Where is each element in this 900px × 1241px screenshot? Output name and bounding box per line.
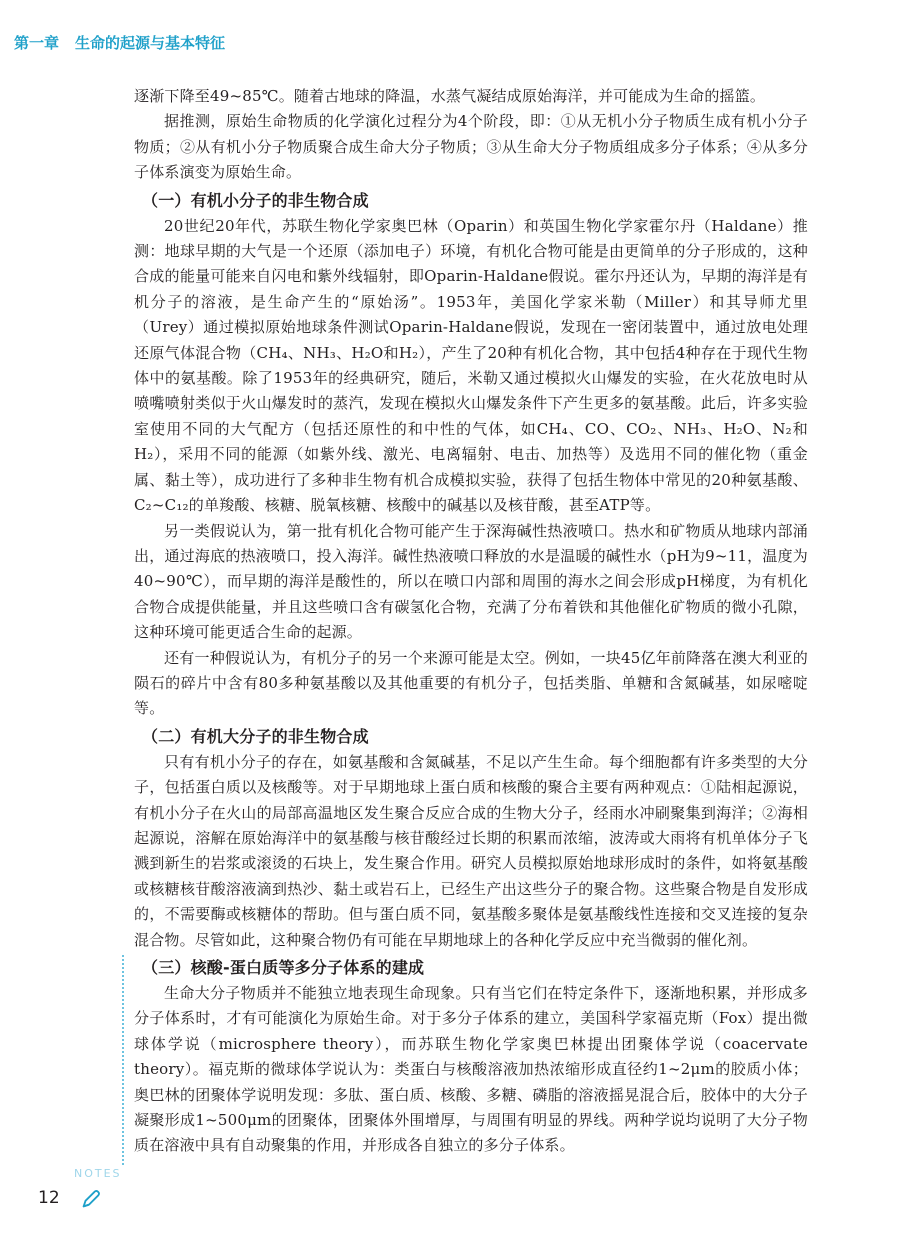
paragraph: 逐渐下降至49~85℃。随着古地球的降温，水蒸气凝结成原始海洋，并可能成为生命的摇篮。 <box>134 87 766 105</box>
page-number: 12 <box>38 1188 60 1208</box>
paragraph: 20世纪20年代，苏联生物化学家奥巴林（Oparin）和英国生物化学家霍尔丹（Haldane）推测：地球早期的大气是一个还原（添加电子）环境，有机化合物可能是由更简单的分子形成的，这种合成的能量可能来自闪电和紫外线辐射，即Oparin-Haldane假说。霍尔丹还认为，早期的海洋是有机分子的溶液，是生命产生的“原始汤”。1953年，美国化学家米勒（Miller）和其导师尤里（Urey）通过模拟原始地球条件测试Oparin-Haldane假说，发现在一密闭装置中，通过放电处理还原气体混合物（CH₄、NH₃、H₂O和H₂），产生了20种有机化合物，其中包括4种存在于现代生物体中的氨基酸。除了1953年的经典研究，随后，米勒又通过模拟火山爆发的实验，在火花放电时从喷嘴喷射类似于火山爆发时的蒸汽，发现在模拟火山爆发条件下产生更多的氨基酸。此后，许多实验室使用不同的大气配方（包括还原性的和中性的气体，如CH₄、CO、CO₂、NH₃、H₂O、N₂和H₂），采用不同的能源（如紫外线、激光、电离辐射、电击、加热等）及选用不同的催化物（重金属、黏土等），成功进行了多种非生物有机合成模拟实验，获得了包括生物体中常见的20种氨基酸、C₂~C₁₂的单羧酸、核糖、脱氧核糖、核酸中的碱基以及核苷酸，甚至ATP等。 <box>134 216 808 515</box>
notes-label: NOTES <box>74 1167 122 1180</box>
paragraph: 还有一种假说认为，有机分子的另一个来源可能是太空。例如，一块45亿年前降落在澳大利亚的陨石的碎片中含有80多种氨基酸以及其他重要的有机分子，包括类脂、单糖和含氮碱基，如尿嘧啶等。 <box>134 648 808 718</box>
notes-margin-rule <box>122 955 124 1165</box>
section-heading: （一）有机小分子的非生物合成 <box>142 190 369 210</box>
body-text <box>134 84 808 1159</box>
paragraph: 生命大分子物质并不能独立地表现生命现象。只有当它们在特定条件下，逐渐地积累，并形成多分子体系时，才有可能演化为原始生命。对于多分子体系的建立，美国科学家福克斯（Fox）提出微球体学说（microsphere theory），而苏联生物化学家奥巴林提出团聚体学说（coacervate theory）。福克斯的微球体学说认为：类蛋白与核酸溶液加热浓缩形成直径约1~2μm的胶质小体；奥巴林的团聚体学说明发现：多肽、蛋白质、核酸、多糖、磷脂的溶液摇晃混合后，胶体中的大分子凝聚形成1~500μm的团聚体，团聚体外围增厚，与周围有明显的界线。两种学说均说明了大分子物质在溶液中具有自动聚集的作用，并形成各自独立的多分子体系。 <box>134 984 808 1155</box>
paragraph: 只有有机小分子的存在，如氨基酸和含氮碱基，不足以产生生命。每个细胞都有许多类型的大分子，包括蛋白质以及核酸等。对于早期地球上蛋白质和核酸的聚合主要有两种观点：①陆相起源说，有机小分子在火山的局部高温地区发生聚合反应合成的生物大分子，经雨水冲刷聚集到海洋；②海相起源说，溶解在原始海洋中的氨基酸与核苷酸经过长期的积累而浓缩，波涛或大雨将有机单体分子飞溅到新生的岩浆或滚烫的石块上，发生聚合作用。研究人员模拟原始地球形成时的条件，如将氨基酸或核糖核苷酸溶液滴到热沙、黏土或岩石上，已经生产出这些分子的聚合物。这些聚合物是自发形成的，不需要酶或核糖体的帮助。但与蛋白质不同，氨基酸多聚体是氨基酸线性连接和交叉连接的复杂混合物。尽管如此，这种聚合物仍有可能在早期地球上的各种化学反应中充当微弱的催化剂。 <box>134 752 808 949</box>
pen-icon <box>80 1188 102 1210</box>
chapter-header <box>14 32 225 53</box>
section-heading: （二）有机大分子的非生物合成 <box>142 726 369 746</box>
chapter-number: 第一章 <box>14 34 60 52</box>
paragraph: 另一类假说认为，第一批有机化合物可能产生于深海碱性热液喷口。热水和矿物质从地球内部涌出，通过海底的热液喷口，投入海洋。碱性热液喷口释放的水是温暖的碱性水（pH为9~11，温度为40~90℃），而早期的海洋是酸性的，所以在喷口内部和周围的海水之间会形成pH梯度，为有机化合物合成提供能量，并且这些喷口含有碳氢化合物，充满了分布着铁和其他催化矿物质的微小孔隙，这种环境可能更适合生命的起源。 <box>134 521 808 642</box>
paragraph: 据推测，原始生命物质的化学演化过程分为4个阶段，即：①从无机小分子物质生成有机小分子物质；②从有机小分子物质聚合成生命大分子物质；③从生命大分子物质组成多分子体系；④从多分子体系演变为原始生命。 <box>134 112 808 182</box>
chapter-title: 生命的起源与基本特征 <box>75 34 226 52</box>
section-heading: （三）核酸-蛋白质等多分子体系的建成 <box>142 958 425 977</box>
